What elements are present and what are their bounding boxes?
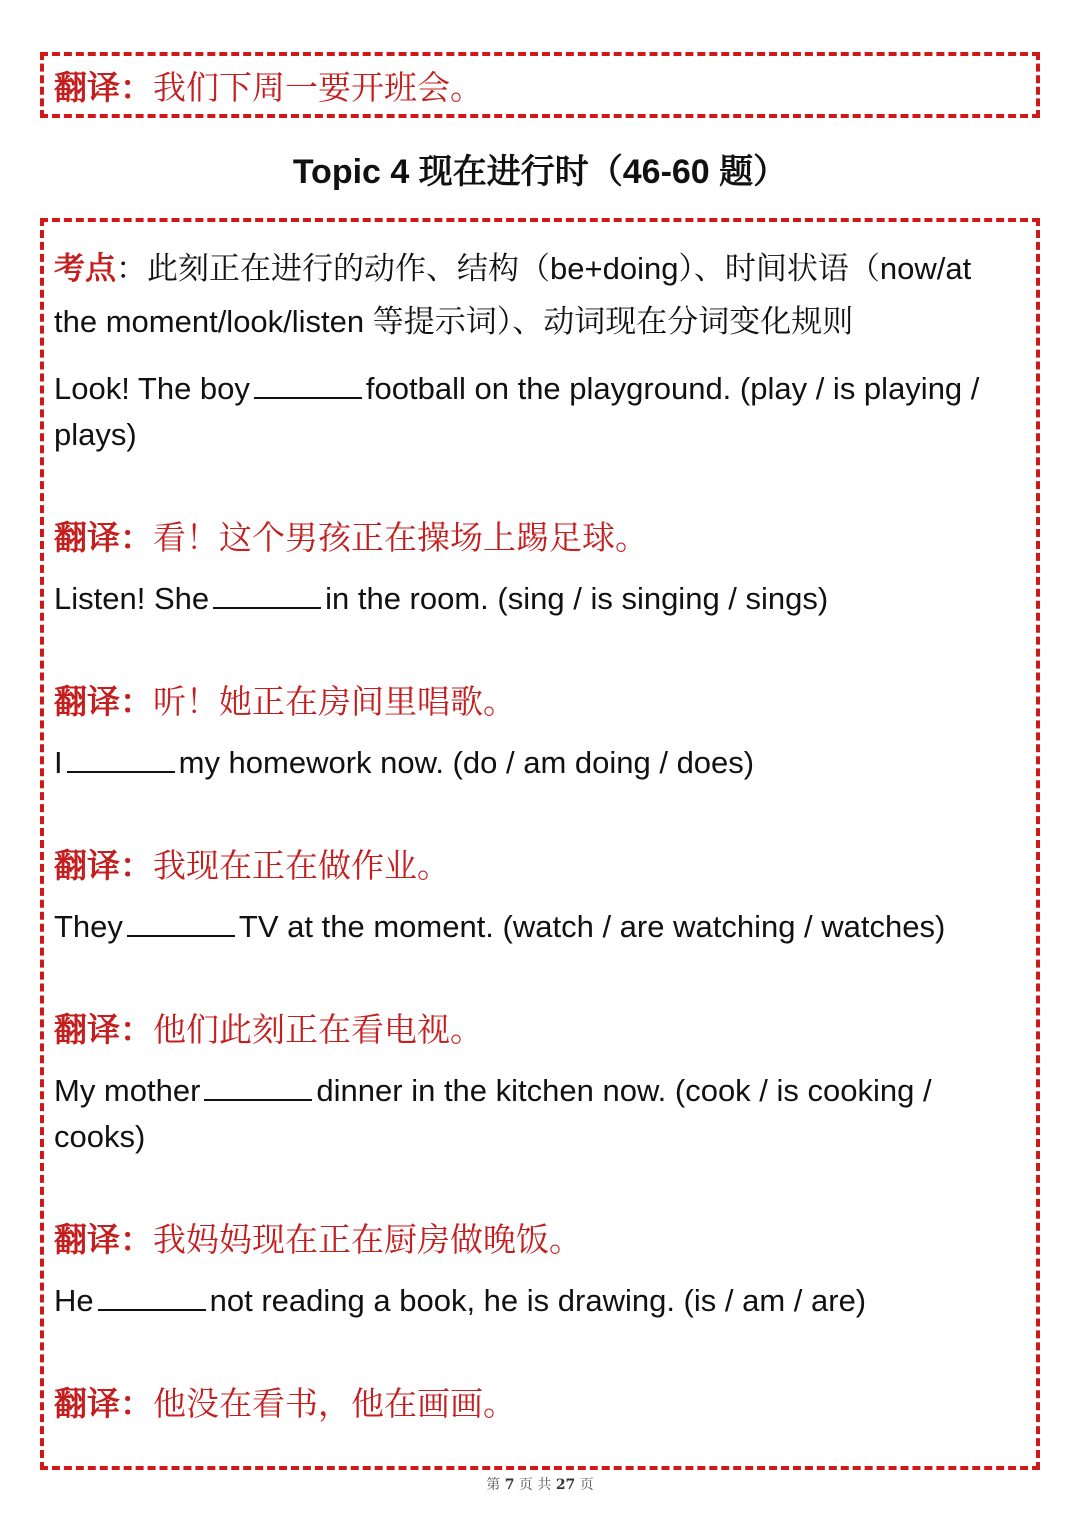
translation-label: 翻译： [54, 1221, 153, 1258]
question-pre: I [54, 745, 63, 780]
translation-text: 听！她正在房间里唱歌。 [153, 683, 516, 720]
question-item [54, 904, 1016, 1052]
answer-blank [213, 583, 321, 609]
translation-text: 他们此刻正在看电视。 [153, 1011, 483, 1048]
question-text [54, 1278, 1016, 1324]
question-text [54, 1068, 1016, 1160]
question-text [54, 740, 1016, 786]
key-points-text: ：此刻正在进行的动作、结构（be+doing）、时间状语（now/at the moment/look/listen 等提示词）、动词现在分词变化规则 [54, 251, 972, 339]
question-pre: Listen! She [54, 581, 210, 616]
answer-blank [254, 373, 362, 399]
translation-text: 他没在看书，他在画画。 [153, 1385, 516, 1422]
question-pre: He [54, 1283, 94, 1318]
translation-label: 翻译： [54, 683, 153, 720]
page-middle: 页 共 [518, 1477, 552, 1493]
question-item [54, 1068, 1016, 1262]
question-pre: My mother [54, 1073, 201, 1108]
question-item [54, 740, 1016, 888]
translation-text: 我妈妈现在正在厨房做晚饭。 [153, 1221, 582, 1258]
exercise-box [40, 218, 1040, 1470]
question-text [54, 366, 1016, 458]
answer-blank [98, 1285, 206, 1311]
translation-label: 翻译： [54, 847, 153, 884]
page-prefix: 第 [486, 1477, 501, 1493]
page-number [0, 1474, 1080, 1494]
answer-blank [204, 1075, 312, 1101]
translation-label: 翻译： [54, 69, 153, 106]
translation-line [54, 66, 1036, 110]
page-current: 7 [504, 1477, 515, 1493]
question-pre: Look! The boy [54, 371, 250, 406]
question-pre: They [54, 909, 123, 944]
section-title: Topic 4 现在进行时（46-60 题） [292, 153, 788, 191]
question-item [54, 366, 1016, 560]
key-points-label: 考点 [54, 251, 116, 286]
question-item [54, 1278, 1016, 1426]
question-item [54, 576, 1016, 724]
question-post: football on the playground. (play / is playing / plays) [54, 371, 980, 452]
translation-line [54, 516, 1016, 560]
translation-label: 翻译： [54, 1385, 153, 1422]
translation-label: 翻译： [54, 1011, 153, 1048]
answer-blank [127, 911, 235, 937]
page-suffix: 页 [579, 1477, 594, 1493]
translation-line [54, 1218, 1016, 1262]
question-post: in the room. (sing / is singing / sings) [325, 581, 829, 616]
question-text [54, 576, 1016, 622]
question-post: not reading a book, he is drawing. (is / am / are) [209, 1283, 867, 1318]
top-translation-box [40, 52, 1040, 118]
translation-text: 看！这个男孩正在操场上踢足球。 [153, 519, 648, 556]
page-total: 27 [555, 1477, 576, 1493]
translation-label: 翻译： [54, 519, 153, 556]
translation-text: 我现在正在做作业。 [153, 847, 450, 884]
key-points [54, 242, 1016, 348]
question-post: my homework now. (do / am doing / does) [178, 745, 755, 780]
question-post: dinner in the kitchen now. (cook / is cooking / cooks) [54, 1073, 932, 1154]
question-post: TV at the moment. (watch / are watching / watches) [238, 909, 946, 944]
translation-text: 我们下周一要开班会。 [153, 69, 483, 106]
translation-line [54, 680, 1016, 724]
answer-blank [67, 747, 175, 773]
translation-line [54, 1382, 1016, 1426]
question-text [54, 904, 1016, 950]
translation-line [54, 1008, 1016, 1052]
translation-line [54, 844, 1016, 888]
